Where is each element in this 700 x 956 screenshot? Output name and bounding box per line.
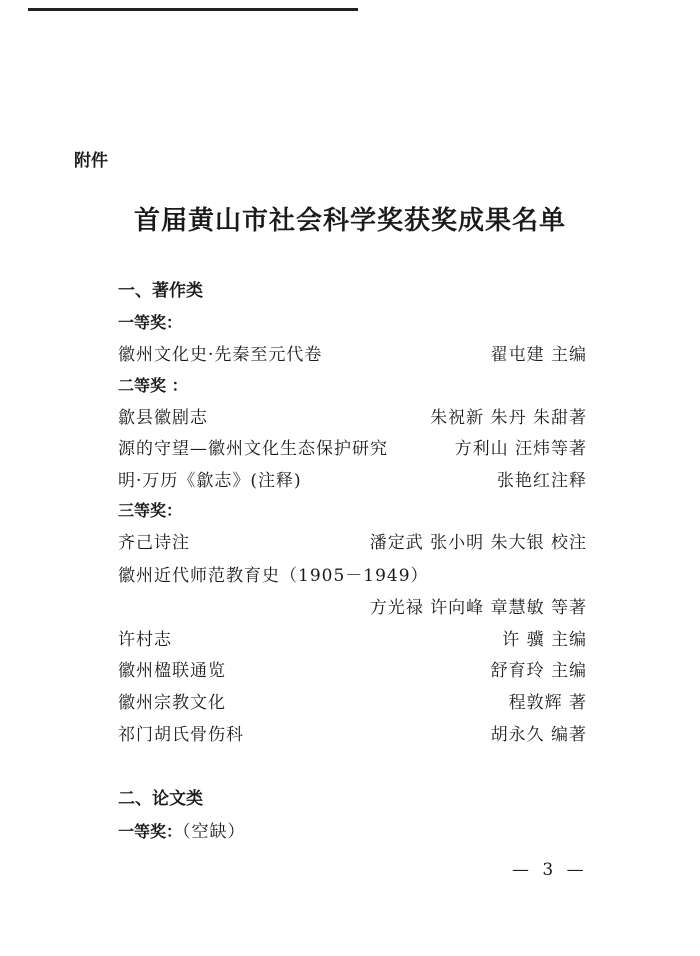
entry-work-title: 许村志 xyxy=(118,630,172,650)
attachment-label: 附件 xyxy=(74,151,108,171)
entry-work-title: 齐己诗注 xyxy=(118,533,190,553)
entry-work-title: 源的守望—徽州文化生态保护研究 xyxy=(118,439,388,459)
top-border-line xyxy=(28,8,358,11)
entry-work-title: 徽州近代师范教育史（1905－1949） xyxy=(118,566,429,586)
section-heading-papers: 二、论文类 xyxy=(118,789,203,809)
entry-work-title: 祁门胡氏骨伤科 xyxy=(118,725,244,745)
page-title: 首届黄山市社会科学奖获奖成果名单 xyxy=(133,206,566,236)
entry-credit: 方利山 汪炜等著 xyxy=(454,439,587,459)
vacancy-note: （空缺） xyxy=(182,822,246,842)
entry-credit: 翟屯建 主编 xyxy=(490,345,587,365)
award-level-second: 二等奖 ： xyxy=(118,376,188,395)
entry-credit: 张艳红注释 xyxy=(497,471,587,491)
entry-credit: 舒育玲 主编 xyxy=(490,661,587,681)
entry-credit: 方光禄 许向峰 章慧敏 等著 xyxy=(369,598,587,618)
section-heading-works: 一、著作类 xyxy=(118,281,203,301)
award-level-first: 一等奖： xyxy=(118,313,183,332)
entry-work-title: 徽州文化史·先秦至元代卷 xyxy=(118,345,323,365)
entry-work-title: 徽州宗教文化 xyxy=(118,693,226,713)
entry-credit: 程敦辉 著 xyxy=(508,693,587,713)
entry-work-title: 明·万历《歙志》(注释) xyxy=(118,471,302,491)
award-level-label: 一等奖： xyxy=(118,822,183,841)
entry-credit: 潘定武 张小明 朱大银 校注 xyxy=(369,533,587,553)
page-number: — 3 — xyxy=(512,860,588,880)
award-level-first-papers xyxy=(118,817,246,842)
entry-work-title: 徽州楹联通览 xyxy=(118,661,226,681)
entry-credit: 许 骥 主编 xyxy=(502,630,587,650)
entry-credit: 胡永久 编著 xyxy=(490,725,587,745)
award-level-third: 三等奖： xyxy=(118,501,183,520)
entry-credit: 朱祝新 朱丹 朱甜著 xyxy=(430,408,587,428)
entry-work-title: 歙县徽剧志 xyxy=(118,408,208,428)
